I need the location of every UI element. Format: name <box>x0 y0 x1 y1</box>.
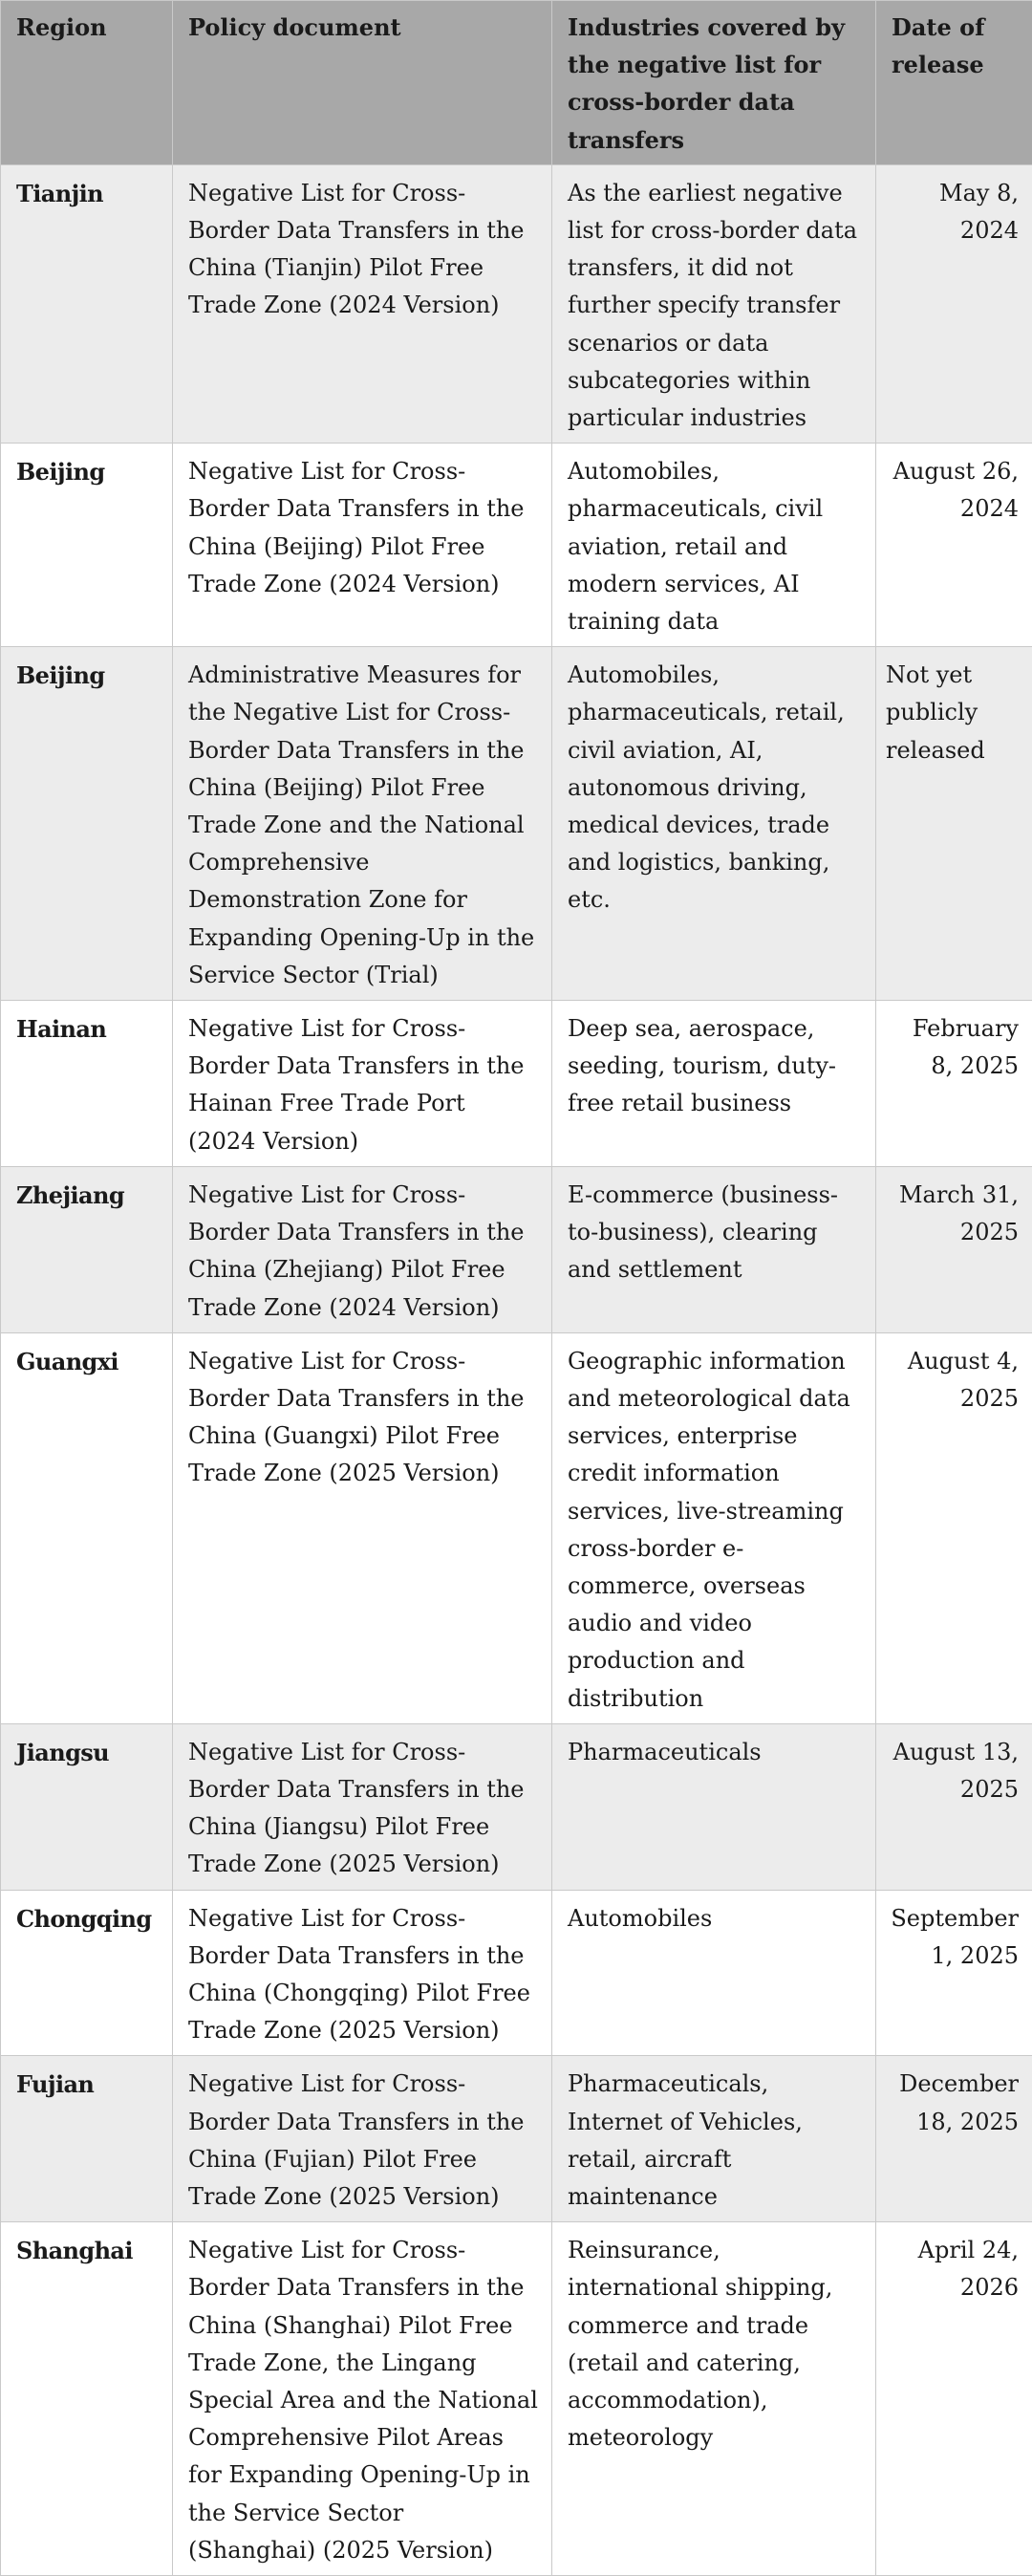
region-cell: Beijing <box>1 444 173 647</box>
table-header <box>1 1 1032 165</box>
industries-cell: Reinsurance, international shipping, commerce and trade (retail and catering, accommodation), meteorology <box>552 2222 876 2576</box>
table-row <box>1 647 1032 1001</box>
industries-cell: Geographic information and meteorological data services, enterprise credit information services, live-streaming cross-border e-commerce, overseas audio and video production and distribution <box>552 1332 876 1723</box>
date-cell: August 13, 2025 <box>876 1723 1032 1890</box>
industries-cell: Pharmaceuticals <box>552 1723 876 1890</box>
policy-cell: Negative List for Cross-Border Data Transfers in the China (Beijing) Pilot Free Trade Zone (2024 Version) <box>173 444 552 647</box>
table-row <box>1 1166 1032 1332</box>
table-row <box>1 1723 1032 1890</box>
region-cell: Shanghai <box>1 2222 173 2576</box>
policy-cell: Administrative Measures for the Negative List for Cross-Border Data Transfers in the China (Beijing) Pilot Free Trade Zone and the National Comprehensive Demonstration Zone for Expanding Opening-Up in the Service Sector (Trial) <box>173 647 552 1001</box>
table-row <box>1 2056 1032 2222</box>
policy-cell: Negative List for Cross-Border Data Transfers in the China (Fujian) Pilot Free Trade Zone (2025 Version) <box>173 2056 552 2222</box>
header-policy-document: Policy document <box>173 1 552 165</box>
industries-cell: As the earliest negative list for cross-border data transfers, it did not further specify transfer scenarios or data subcategories within particular industries <box>552 164 876 443</box>
industries-cell: Automobiles, pharmaceuticals, civil aviation, retail and modern services, AI training data <box>552 444 876 647</box>
date-cell: Not yet publicly released <box>876 647 1032 1001</box>
date-cell: March 31, 2025 <box>876 1166 1032 1332</box>
date-cell: August 26, 2024 <box>876 444 1032 647</box>
header-date-of-release: Date of release <box>876 1 1032 165</box>
region-cell: Chongqing <box>1 1890 173 2056</box>
header-row <box>1 1 1032 165</box>
date-cell: April 24, 2026 <box>876 2222 1032 2576</box>
industries-cell: Automobiles, pharmaceuticals, retail, civil aviation, AI, autonomous driving, medical devices, trade and logistics, banking, etc. <box>552 647 876 1001</box>
date-cell: February 8, 2025 <box>876 1001 1032 1167</box>
table-row <box>1 164 1032 443</box>
table-row <box>1 1332 1032 1723</box>
table-row <box>1 444 1032 647</box>
region-cell: Tianjin <box>1 164 173 443</box>
date-cell: December 18, 2025 <box>876 2056 1032 2222</box>
industries-cell: Deep sea, aerospace, seeding, tourism, duty-free retail business <box>552 1001 876 1167</box>
policy-cell: Negative List for Cross-Border Data Transfers in the Hainan Free Trade Port (2024 Version) <box>173 1001 552 1167</box>
policy-cell: Negative List for Cross-Border Data Transfers in the China (Zhejiang) Pilot Free Trade Zone (2024 Version) <box>173 1166 552 1332</box>
date-cell: September 1, 2025 <box>876 1890 1032 2056</box>
industries-cell: Automobiles <box>552 1890 876 2056</box>
policy-cell: Negative List for Cross-Border Data Transfers in the China (Chongqing) Pilot Free Trade Zone (2025 Version) <box>173 1890 552 2056</box>
date-cell: May 8, 2024 <box>876 164 1032 443</box>
region-cell: Zhejiang <box>1 1166 173 1332</box>
industries-cell: Pharmaceuticals, Internet of Vehicles, retail, aircraft maintenance <box>552 2056 876 2222</box>
date-cell: August 4, 2025 <box>876 1332 1032 1723</box>
region-cell: Hainan <box>1 1001 173 1167</box>
region-cell: Jiangsu <box>1 1723 173 1890</box>
region-cell: Beijing <box>1 647 173 1001</box>
table-row <box>1 2222 1032 2576</box>
region-cell: Fujian <box>1 2056 173 2222</box>
table-body <box>1 164 1032 2575</box>
table-row <box>1 1890 1032 2056</box>
header-region: Region <box>1 1 173 165</box>
header-industries: Industries covered by the negative list for cross-border data transfers <box>552 1 876 165</box>
policy-cell: Negative List for Cross-Border Data Transfers in the China (Tianjin) Pilot Free Trade Zone (2024 Version) <box>173 164 552 443</box>
table-row <box>1 1001 1032 1167</box>
policy-cell: Negative List for Cross-Border Data Transfers in the China (Guangxi) Pilot Free Trade Zone (2025 Version) <box>173 1332 552 1723</box>
industries-cell: E-commerce (business-to-business), clearing and settlement <box>552 1166 876 1332</box>
policy-cell: Negative List for Cross-Border Data Transfers in the China (Shanghai) Pilot Free Trade Zone, the Lingang Special Area and the National Comprehensive Pilot Areas for Expanding Opening-Up in the Service Sector (Shanghai) (2025 Version) <box>173 2222 552 2576</box>
policy-cell: Negative List for Cross-Border Data Transfers in the China (Jiangsu) Pilot Free Trade Zone (2025 Version) <box>173 1723 552 1890</box>
region-cell: Guangxi <box>1 1332 173 1723</box>
